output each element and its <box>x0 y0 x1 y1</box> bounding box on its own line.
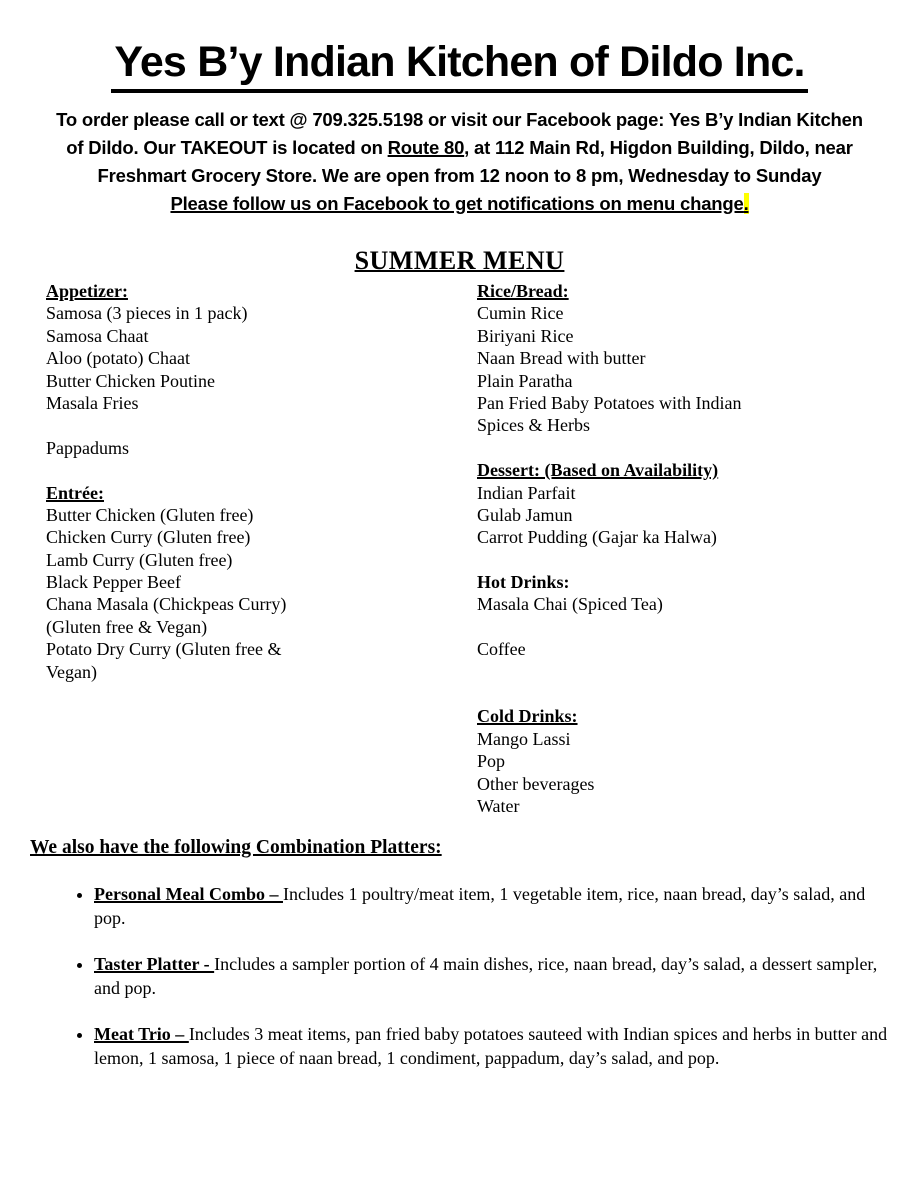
intro-lines <box>0 106 919 190</box>
menu-item <box>477 482 907 504</box>
title-rest-part: Indian Kitchen of Dildo Inc. <box>261 38 805 86</box>
menu-line-text: Pappadums <box>46 437 129 458</box>
platter-name: Meat Trio – <box>94 1024 189 1044</box>
menu-section-heading <box>477 459 907 481</box>
page-title <box>0 38 919 93</box>
menu-spacer <box>477 549 907 571</box>
menu-line-text: Pop <box>477 751 506 772</box>
menu-item <box>46 526 466 548</box>
menu-item <box>46 302 466 324</box>
menu-item <box>477 750 907 772</box>
menu-spacer <box>477 683 907 705</box>
menu-line-text: Cold Drinks: <box>477 706 578 727</box>
platter-name: Personal Meal Combo – <box>94 884 283 904</box>
menu-item <box>46 347 466 369</box>
summer-menu-title: SUMMER MENU <box>354 246 565 275</box>
menu-item <box>46 504 466 526</box>
menu-line-text: Masala Chai (Spiced Tea) <box>477 594 663 615</box>
menu-section-heading <box>46 280 466 302</box>
menu-line-text: Masala Fries <box>46 392 139 413</box>
intro-text-segment: , at 112 Main Rd, Higdon Building, Dildo, near <box>464 137 853 158</box>
menu-line-text: Rice/Bread: <box>477 281 569 301</box>
menu-spacer <box>477 661 907 683</box>
menu-item <box>46 392 466 414</box>
platter-item <box>94 882 900 930</box>
menu-item <box>477 728 907 750</box>
menu-line-text: Hot Drinks: <box>477 572 570 593</box>
menu-line-text: Samosa Chaat <box>46 325 149 346</box>
menu-item <box>477 504 907 526</box>
menu-line-text: Appetizer: <box>46 281 128 301</box>
intro-line <box>0 134 919 162</box>
menu-section-heading <box>477 705 907 727</box>
menu-item <box>477 325 907 347</box>
platters-list <box>30 882 890 1070</box>
menu-line-text: Chana Masala (Chickpeas Curry) <box>46 594 287 615</box>
intro-line <box>0 106 919 134</box>
intro-paragraph <box>0 106 919 218</box>
menu-line-text: Gulab Jamun <box>477 504 573 525</box>
platter-name: Taster Platter - <box>94 954 215 974</box>
menu-item <box>46 571 466 593</box>
combination-platters-section <box>30 836 890 1092</box>
menu-item <box>477 795 907 817</box>
menu-item <box>46 638 466 660</box>
platter-description: Includes a sampler portion of 4 main dishes, rice, naan bread, day’s salad, a dessert sampler, and pop. <box>94 954 878 998</box>
menu-line-text: Samosa (3 pieces in 1 pack) <box>46 303 248 324</box>
menu-spacer <box>477 616 907 638</box>
menu-line-text: Other beverages <box>477 773 595 794</box>
menu-line-text: Pan Fried Baby Potatoes with Indian <box>477 392 742 413</box>
intro-text-segment: To order please call or text @ 709.325.5198 or visit our Facebook page: Yes B’y Indian Kitchen <box>56 109 863 130</box>
menu-item <box>477 593 907 615</box>
route-underline-text: Route 80 <box>387 137 465 158</box>
facebook-follow-note <box>0 190 919 218</box>
highlighted-period: . <box>743 193 749 214</box>
intro-text-segment: Freshmart Grocery Store. We are open from 12 noon to 8 pm, Wednesday to Sunday <box>97 165 822 186</box>
intro-line <box>0 162 919 190</box>
menu-item <box>477 414 907 436</box>
menu-section-heading <box>46 482 466 504</box>
menu-line-text: Dessert: (Based on Availability) <box>477 460 719 481</box>
menu-line-text: Black Pepper Beef <box>46 572 181 593</box>
menu-line-text: Potato Dry Curry (Gluten free & <box>46 639 282 660</box>
menu-item <box>46 549 466 571</box>
platter-item <box>94 952 900 1000</box>
menu-spacer <box>46 459 466 481</box>
menu-spacer <box>46 414 466 436</box>
title-brand-part: Yes B’y <box>114 38 262 86</box>
menu-section-heading <box>477 280 907 302</box>
platter-item <box>94 1022 900 1070</box>
menu-column-right <box>477 280 907 817</box>
menu-line-text: Aloo (potato) Chaat <box>46 348 190 369</box>
menu-line-text: Lamb Curry (Gluten free) <box>46 549 233 570</box>
menu-item <box>477 773 907 795</box>
menu-item <box>477 347 907 369</box>
menu-line-text: Vegan) <box>46 661 97 682</box>
menu-column-left <box>46 280 466 683</box>
menu-line-text: Water <box>477 795 520 816</box>
menu-item <box>46 593 466 615</box>
platter-description: Includes 3 meat items, pan fried baby potatoes sauteed with Indian spices and herbs in butter and lemon, 1 samosa, 1 piece of naan bread, 1 condiment, pappadum, day’s salad, and pop. <box>94 1024 888 1068</box>
menu-line-text: Mango Lassi <box>477 728 571 749</box>
follow-text: Please follow us on Facebook to get notifications on menu change <box>170 193 744 214</box>
menu-line-text: Butter Chicken (Gluten free) <box>46 504 254 525</box>
menu-item <box>477 370 907 392</box>
menu-line-text: Coffee <box>477 639 526 660</box>
menu-line-text: Carrot Pudding (Gajar ka Halwa) <box>477 527 717 548</box>
menu-item <box>477 302 907 324</box>
menu-section-heading <box>477 571 907 593</box>
platter-description: Includes 1 poultry/meat item, 1 vegetable item, rice, naan bread, day’s salad, and pop. <box>94 884 866 928</box>
menu-item <box>46 370 466 392</box>
menu-item <box>46 437 466 459</box>
menu-line-text: Entrée: <box>46 482 104 503</box>
menu-line-text: Plain Paratha <box>477 370 573 391</box>
menu-line-text: Chicken Curry (Gluten free) <box>46 527 251 548</box>
menu-line-text: Cumin Rice <box>477 303 564 324</box>
menu-line-text: Indian Parfait <box>477 482 576 503</box>
menu-item <box>46 661 466 683</box>
menu-line-text: Butter Chicken Poutine <box>46 370 215 391</box>
menu-item <box>46 325 466 347</box>
intro-text-segment: of Dildo. Our TAKEOUT is located on <box>66 137 388 158</box>
menu-spacer <box>477 437 907 459</box>
menu-item <box>477 526 907 548</box>
platters-heading: We also have the following Combination Platters: <box>30 837 442 858</box>
menu-line-text: Biriyani Rice <box>477 325 574 346</box>
menu-line-text: Spices & Herbs <box>477 415 590 436</box>
menu-item <box>477 638 907 660</box>
menu-item <box>46 616 466 638</box>
menu-line-text: (Gluten free & Vegan) <box>46 616 208 637</box>
menu-item <box>477 392 907 414</box>
menu-line-text: Naan Bread with butter <box>477 348 646 369</box>
